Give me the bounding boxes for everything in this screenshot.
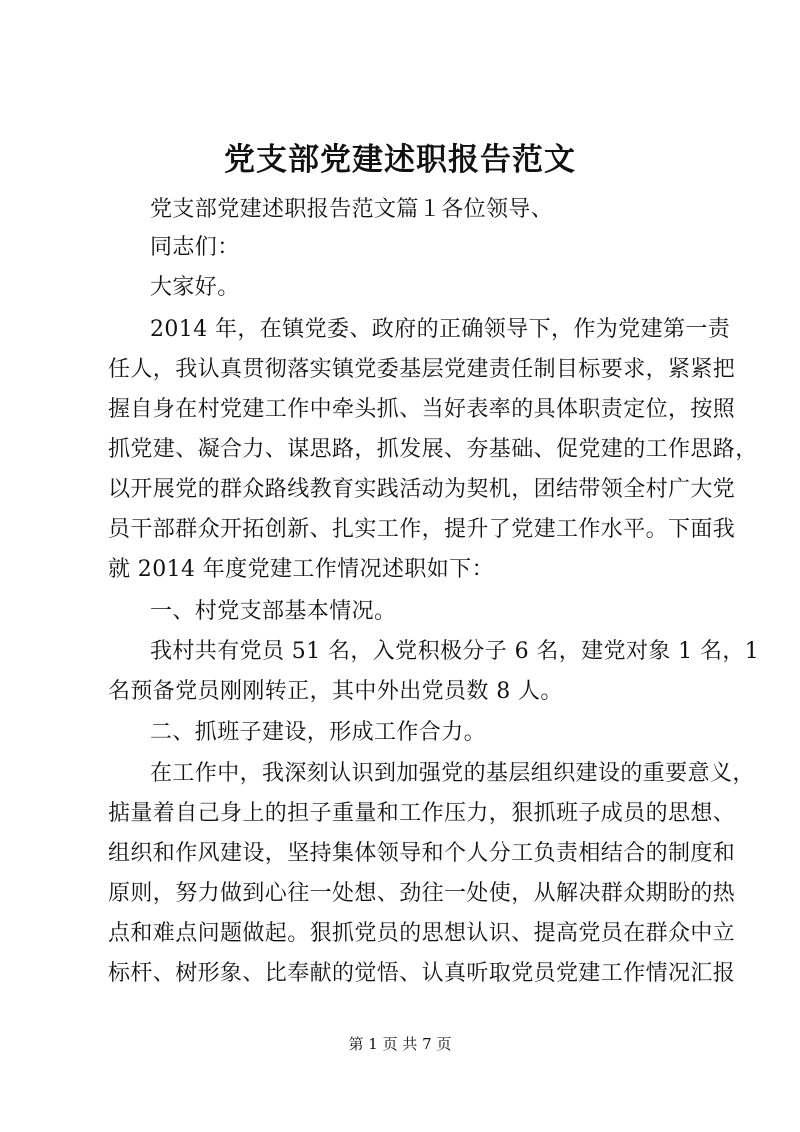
paragraph-line: 点和难点问题做起。狠抓党员的思想认识、提高党员在群众中立 [108, 921, 736, 946]
paragraph-line: 员干部群众开拓创新、扎实工作，提升了党建工作水平。下面我 [108, 517, 736, 542]
paragraph-line: 我村共有党员 51 名，入党积极分子 6 名，建党对象 1 名，1 [150, 639, 760, 664]
paragraph-line: 党支部党建述职报告范文篇１各位领导、 [150, 197, 554, 222]
paragraph-line: 名预备党员刚刚转正，其中外出党员数 8 人。 [108, 679, 563, 704]
paragraph-line: 2014 年，在镇党委、政府的正确领导下，作为党建第一责 [150, 317, 731, 342]
paragraph-line: 大家好。 [150, 275, 240, 300]
paragraph-line: 就 2014 年度党建工作情况述职如下： [108, 557, 494, 582]
paragraph-line: 握自身在村党建工作中牵头抓、当好表率的具体职责定位，按照 [108, 397, 736, 422]
paragraph-line: 掂量着自己身上的担子重量和工作压力，狠抓班子成员的思想、 [108, 801, 736, 826]
section-heading: 一、村党支部基本情况。 [150, 599, 397, 624]
paragraph-line: 抓党建、凝合力、谋思路，抓发展、夯基础、促党建的工作思路， [108, 437, 758, 462]
paragraph-line: 原则，努力做到心往一处想、劲往一处使，从解决群众期盼的热 [108, 881, 736, 906]
paragraph-line: 标杆、树形象、比奉献的觉悟、认真听取党员党建工作情况汇报 [108, 961, 736, 986]
paragraph-line: 同志们： [150, 235, 240, 260]
paragraph-line: 组织和作风建设，坚持集体领导和个人分工负责相结合的制度和 [108, 841, 736, 866]
section-heading: 二、抓班子建设，形成工作合力。 [150, 720, 487, 745]
page-number-footer: 第 1 页 共 7 页 [348, 1035, 452, 1053]
document-title: 党支部党建述职报告范文 [224, 142, 576, 178]
paragraph-line: 任人，我认真贯彻落实镇党委基层党建责任制目标要求，紧紧把 [108, 357, 736, 382]
paragraph-line: 以开展党的群众路线教育实践活动为契机，团结带领全村广大党 [108, 477, 736, 502]
paragraph-line: 在工作中，我深刻认识到加强党的基层组织建设的重要意义， [150, 761, 755, 786]
